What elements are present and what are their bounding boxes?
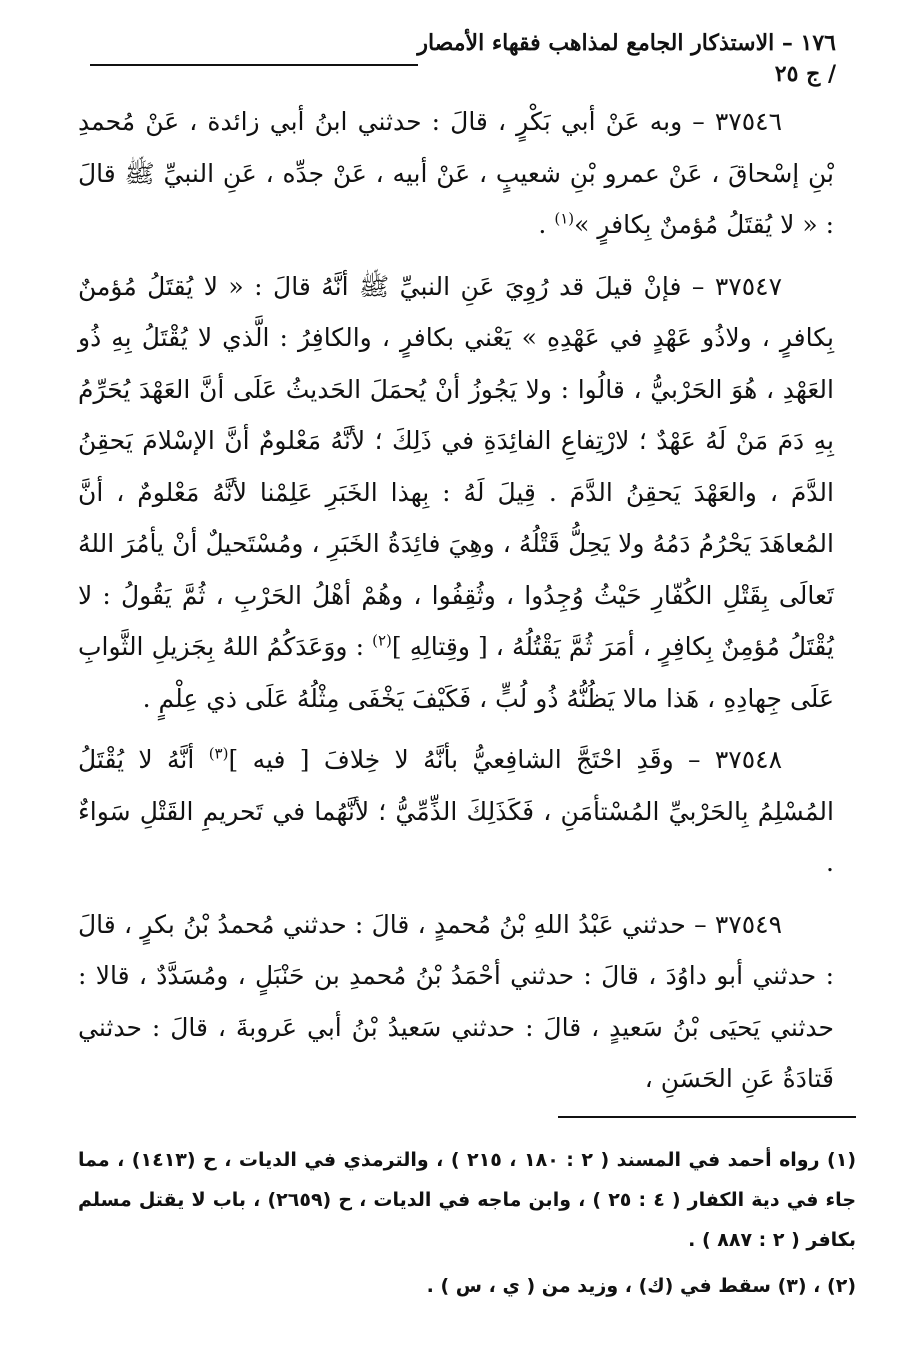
footnote-ref: (٣) <box>208 744 229 763</box>
paragraph-37547 <box>78 261 834 725</box>
paragraph-text: – حدثني عَبْدُ اللهِ بْنُ مُحمدٍ ، قالَ : حدثني مُحمدُ بْنُ بكرٍ ، قالَ : حدثني أبو داوُدَ ، قالَ : حدثني أحْمَدُ بْنُ مُحمدِ بن حَنْبَلٍ ، ومُسَدَّدٌ ، قالا : حدثني يَحيَى بْنُ سَعيدٍ ، قالَ : حدثني سَعيدُ بْنُ أبي عَروبةَ ، قالَ : حدثني قَتادَةُ عَنِ الحَسَنِ ، <box>78 909 834 1093</box>
paragraph-number: ٣٧٥٤٦ <box>714 107 782 136</box>
paragraph-37548 <box>78 734 834 889</box>
footnote-rule <box>558 1116 856 1118</box>
footnote-2-3: (٢) ، (٣) سقط في (ك) ، وزيد من ( ي ، س ) . <box>426 1275 856 1297</box>
paragraph-tail: أنَّهُ لا يُقْتَلُ المُسْلِمُ بِالحَرْبيِّ المُسْتأمَنِ ، فَكَذَلِكَ الذِّمِّيُّ ؛ لأنَّهُما في تَحريمِ القَتْلِ سَواءٌ . <box>78 745 834 877</box>
paragraph-text: – وبه عَنْ أبي بَكْرٍ ، قالَ : حدثني ابنُ أبي زائدة ، عَنْ مُحمدِ بْنِ إسْحاقَ ، عَنْ عمرو بْنِ شعيبٍ ، عَنْ أبيه ، عَنْ جدِّه ، عَنِ النبيِّ ﷺ قالَ : « لا يُقتَلُ مُؤمنٌ بِكافرٍ » <box>78 107 834 239</box>
paragraph-37546 <box>78 96 834 251</box>
running-head: ١٧٦ – الاستذكار الجامع لمذاهب فقهاء الأمصار / ج ٢٥ <box>417 30 836 87</box>
footnotes <box>78 1140 856 1312</box>
paragraph-tail: : ووَعَدَكُمُ اللهُ بِجَزيلِ الثَّوابِ عَلَى جِهادِهِ ، هَذا مالا يَظُنُّهُ ذُو لُبٍّ ، فَكَيْفَ يَخْفَى مِثْلُهُ عَلَى ذي عِلْمٍ . <box>78 632 834 713</box>
paragraph-37549 <box>78 899 834 1105</box>
header-rule <box>90 64 418 66</box>
footnote-1: (١) رواه أحمد في المسند ( ٢ : ١٨٠ ، ٢١٥ ) ، والترمذي في الديات ، ح (١٤١٣) ، مما جاء في دية الكفار ( ٤ : ٢٥ ) ، وابن ماجه في الديات ، ح (٢٦٥٩) ، باب لا يقتل مسلم بكافر ( ٢ : ٨٨٧ ) . <box>78 1149 857 1251</box>
paragraph-text: – فإنْ قيلَ قد رُوِيَ عَنِ النبيِّ ﷺ أنَّهُ قالَ : « لا يُقتَلُ مُؤمنٌ بِكافرٍ ، ولاذُو عَهْدٍ في عَهْدِهِ » يَعْني بكافرٍ ، والكافِرُ : الَّذي لا يُقْتَلُ بِهِ ذُو العَهْدِ ، هُوَ الحَرْبيُّ ، قالُوا : ولا يَجُوزُ أنْ يُحمَلَ الحَديثُ عَلَى أنَّ العَهْدَ يُحَرِّمُ بِهِ دَمَ مَنْ لَهُ عَهْدٌ ؛ لارْتِفاعِ الفائِدَةِ في ذَلِكَ ؛ لأنَّهُ مَعْلومٌ أنَّ الإسْلامَ يَحقِنُ الدَّمَ ، والعَهْدَ يَحقِنُ الدَّمَ . قِيلَ لَهُ : بِهذا الخَبَرِ عَلِمْنا لأنَّهُ مَعْلومٌ ، أنَّ المُعاهَدَ يَحْرُمُ دَمُهُ ولا يَحِلُّ قَتْلُهُ ، وهِيَ فائِدَةُ الخَبَرِ ، ومُسْتَحيلٌ أنْ يأمُرَ اللهُ تَعالَى بِقَتْلِ الكُفّارِ حَيْثُ وُجِدُوا ، وثُقِفُوا ، وهُمْ أهْلُ الحَرْبِ ، ثُمَّ يَقُولُ : لا يُقْتَلُ مُؤمِنٌ بِكافِرٍ ، أمَرَ ثُمَّ يَقْتُلُهُ ، [ وقِتالِهِ ] <box>78 271 834 661</box>
paragraph-text: – وقَدِ احْتَجَّ الشافِعيُّ بأنَّهُ لا خِلافَ [ فيه ] <box>228 745 715 774</box>
paragraph-number: ٣٧٥٤٨ <box>714 745 782 774</box>
main-text <box>78 96 834 1115</box>
paragraph-tail: . <box>538 210 555 239</box>
footnote-ref: (٢) <box>372 631 392 650</box>
paragraph-number: ٣٧٥٤٧ <box>714 271 782 301</box>
paragraph-number: ٣٧٥٤٩ <box>714 909 782 939</box>
footnote-ref: (١) <box>554 209 575 228</box>
